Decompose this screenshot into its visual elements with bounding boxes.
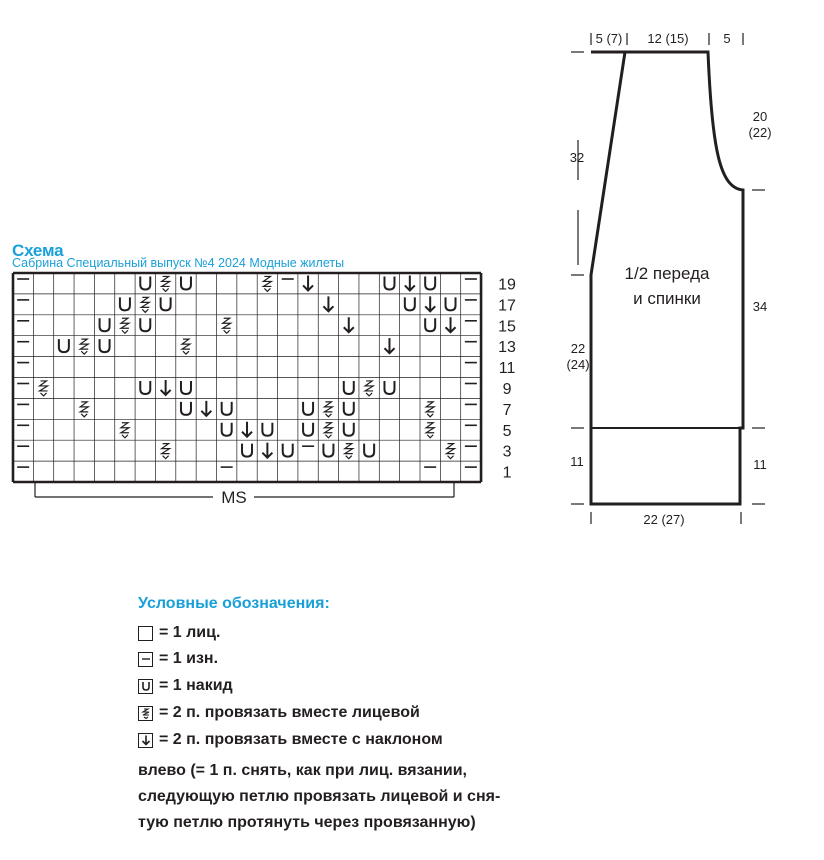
legend-text: = 1 накид bbox=[159, 677, 233, 694]
legend-continuation-1: влево (= 1 п. снять, как при лиц. вязании, bbox=[138, 762, 467, 779]
chart-title: Схема bbox=[12, 241, 64, 260]
legend-continuation-2: следующую петлю провязать лицевой и сня- bbox=[138, 788, 501, 805]
dim-bottom: 22 (27) bbox=[643, 512, 685, 527]
dim-top-right: 5 bbox=[723, 31, 731, 46]
row-label: 3 bbox=[502, 443, 512, 461]
legend-text: = 2 п. провязать вместе с наклоном bbox=[159, 731, 443, 748]
legend-item-ssk bbox=[138, 729, 443, 751]
legend-text: = 2 п. провязать вместе лицевой bbox=[159, 704, 420, 721]
row-label: 9 bbox=[502, 380, 512, 398]
k2tog-symbol-icon bbox=[138, 706, 153, 721]
dim-left-upper: 32 bbox=[569, 150, 585, 165]
row-label: 13 bbox=[498, 339, 516, 357]
dim-right-mid: 34 bbox=[752, 299, 768, 314]
repeat-label: MS bbox=[221, 488, 247, 507]
watermark-text: Сабрина Специальный выпуск №4 2024 Модные жилеты bbox=[12, 256, 345, 270]
knit-symbol-icon bbox=[138, 626, 153, 641]
legend-title: Условные обозначения: bbox=[138, 595, 330, 612]
row-label: 1 bbox=[502, 464, 512, 482]
dim-left-bottom: 11 bbox=[570, 454, 584, 469]
schematic-label-line2: и спинки bbox=[633, 289, 701, 308]
purl-symbol-icon bbox=[138, 652, 153, 667]
dim-right-bottom: 11 bbox=[753, 457, 767, 472]
row-label: 11 bbox=[498, 360, 516, 378]
yarn-over-symbol-icon bbox=[138, 679, 153, 694]
legend-item-k2tog bbox=[138, 702, 420, 724]
dim-right-upper-b: (22) bbox=[748, 125, 772, 140]
legend-text: = 1 изн. bbox=[159, 650, 219, 667]
row-label: 17 bbox=[498, 297, 516, 315]
dim-left-lower-b: (24) bbox=[566, 357, 590, 372]
row-label: 5 bbox=[502, 422, 512, 440]
schematic-label-line1: 1/2 переда bbox=[624, 264, 710, 283]
dim-top-mid: 12 (15) bbox=[647, 31, 689, 46]
dim-right-upper-a: 20 bbox=[752, 109, 768, 124]
row-label: 15 bbox=[498, 318, 516, 336]
legend-continuation-3: тую петлю протянуть через провязанную) bbox=[138, 814, 476, 831]
dim-top-left: 5 (7) bbox=[595, 31, 623, 46]
legend-item-yo bbox=[138, 675, 233, 697]
legend-item-knit bbox=[138, 622, 220, 644]
row-label: 7 bbox=[502, 401, 512, 419]
ssk-symbol-icon bbox=[138, 733, 153, 748]
dim-left-lower-a: 22 bbox=[570, 341, 586, 356]
legend-text: = 1 лиц. bbox=[159, 624, 221, 641]
row-label: 19 bbox=[498, 276, 516, 294]
legend-item-purl bbox=[138, 648, 218, 670]
